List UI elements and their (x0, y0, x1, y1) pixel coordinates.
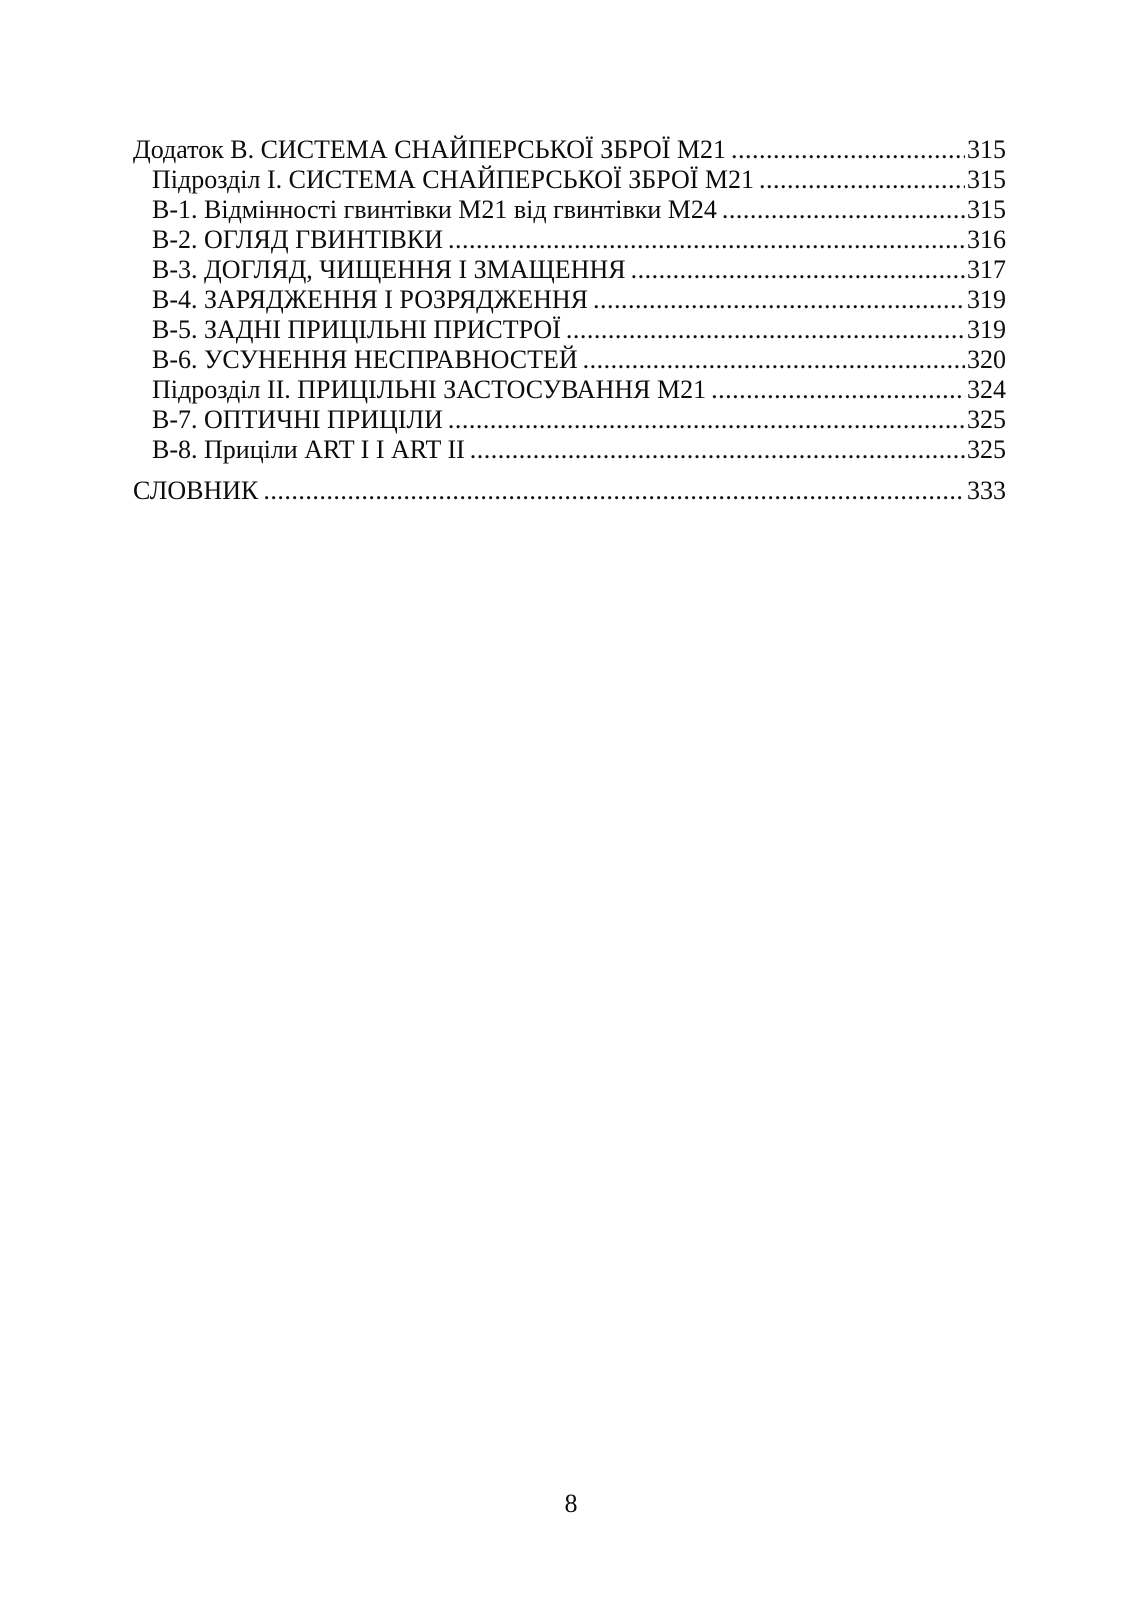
toc-entry (133, 345, 1006, 375)
toc-entry-label: В-5. ЗАДНІ ПРИЦІЛЬНІ ПРИСТРОЇ (152, 315, 561, 344)
toc-entry-label: В-4. ЗАРЯДЖЕННЯ І РОЗРЯДЖЕННЯ (152, 285, 588, 314)
toc-dot-leader (566, 315, 965, 345)
toc-entry-page-number: 319 (967, 285, 1006, 314)
toc-entry-page-number: 325 (967, 405, 1006, 434)
toc-dot-leader (470, 435, 965, 465)
toc-entry-page-number: 333 (967, 476, 1006, 505)
toc-dot-leader (593, 285, 965, 315)
toc-entry-label: В-3. ДОГЛЯД, ЧИЩЕННЯ І ЗМАЩЕННЯ (152, 255, 626, 284)
toc-dot-leader (759, 165, 965, 195)
toc-dot-leader (448, 225, 965, 255)
toc-dot-leader (631, 255, 965, 285)
toc-entry (133, 135, 1006, 165)
toc-dot-leader (263, 476, 965, 506)
toc-entry (133, 315, 1006, 345)
toc-entry-label: Додаток В. СИСТЕМА СНАЙПЕРСЬКОЇ ЗБРОЇ М21 (133, 135, 726, 164)
toc-entry-page-number: 315 (967, 165, 1006, 194)
toc-entry-label: В-6. УСУНЕННЯ НЕСПРАВНОСТЕЙ (152, 345, 578, 374)
page-footer (0, 1489, 1142, 1519)
toc-entry (133, 285, 1006, 315)
toc-entry-page-number: 324 (967, 375, 1006, 404)
toc-entry (133, 195, 1006, 225)
toc-entry-page-number: 315 (967, 135, 1006, 164)
toc-entry-page-number: 320 (967, 345, 1006, 374)
toc-dot-leader (448, 405, 965, 435)
toc-entry-page-number: 317 (967, 255, 1006, 284)
toc-entry (133, 255, 1006, 285)
toc-dot-leader (711, 375, 965, 405)
toc-entry-label: В-1. Відмінності гвинтівки М21 від гвинтівки М24 (152, 195, 717, 224)
toc-entry-page-number: 325 (967, 435, 1006, 464)
toc-entry (133, 476, 1006, 506)
toc-entry-label: Підрозділ І. СИСТЕМА СНАЙПЕРСЬКОЇ ЗБРОЇ М21 (152, 165, 755, 194)
page-number: 8 (564, 1489, 578, 1518)
toc-entry (133, 165, 1006, 195)
toc-entry (133, 225, 1006, 255)
toc-entry-label: СЛОВНИК (133, 476, 259, 505)
table-of-contents (133, 135, 1006, 506)
toc-entry-label: В-7. ОПТИЧНІ ПРИЦІЛИ (152, 405, 443, 434)
toc-dot-leader (731, 135, 965, 165)
toc-entry-label: В-2. ОГЛЯД ГВИНТІВКИ (152, 225, 443, 254)
toc-entry (133, 435, 1006, 465)
toc-entry-page-number: 316 (967, 225, 1006, 254)
toc-entry-page-number: 315 (967, 195, 1006, 224)
toc-dot-leader (722, 195, 965, 225)
toc-entry-label: В-8. Приціли ART I І ART II (152, 435, 465, 464)
toc-entry-page-number: 319 (967, 315, 1006, 344)
toc-entry-label: Підрозділ ІІ. ПРИЦІЛЬНІ ЗАСТОСУВАННЯ М21 (152, 375, 707, 404)
toc-dot-leader (583, 345, 965, 375)
toc-entry (133, 405, 1006, 435)
toc-entry (133, 375, 1006, 405)
